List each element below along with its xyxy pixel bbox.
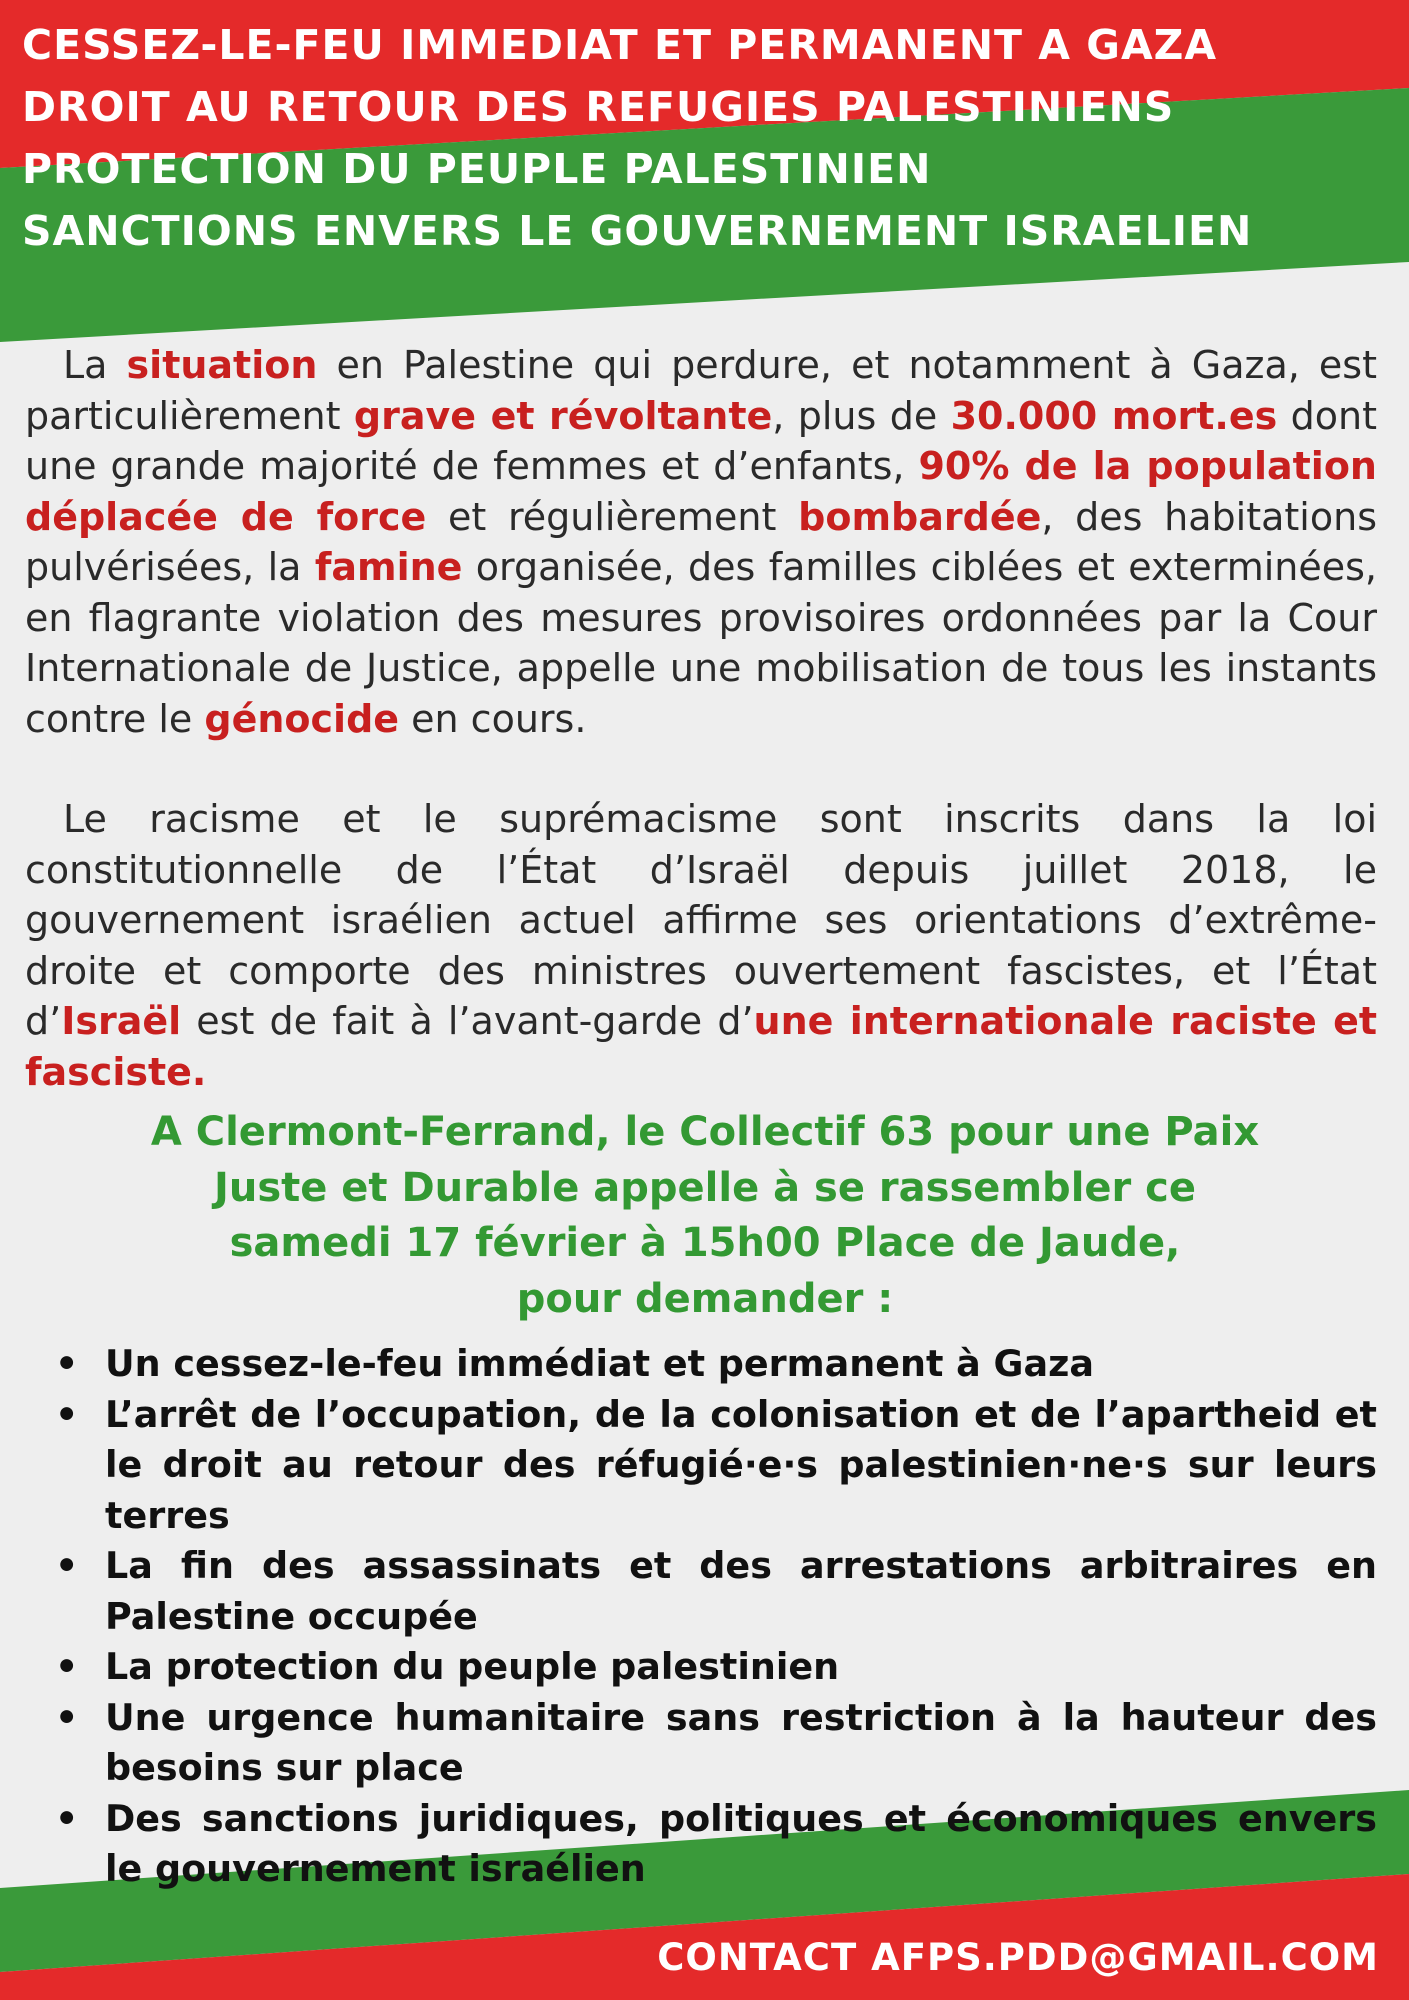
highlight: famine (314, 545, 463, 589)
highlight: 30.000 mort.es (950, 393, 1278, 438)
demand-item: • Une urgence humanitaire sans restriction à la hauteur des besoins sur place (25, 1693, 1377, 1794)
text: , des habitations pulvérisées, la (25, 494, 1378, 589)
demand-item: • Un cessez-le-feu immédiat et permanent à Gaza (25, 1339, 1377, 1390)
demand-item: • L’arrêt de l’occupation, de la colonisation et de l’apartheid et le droit au retour des réfugié·e·s palestinien·ne·s sur leurs terres (25, 1390, 1377, 1542)
rally-line: samedi 17 février à 15h00 Place de Jaude, (229, 1220, 1181, 1266)
header-line: SANCTIONS ENVERS LE GOUVERNEMENT ISRAELIEN (22, 207, 1253, 255)
header-slogans (22, 14, 1382, 262)
contact-email: CONTACT AFPS.PDD@GMAIL.COM (657, 1936, 1379, 1979)
highlight: grave et révoltante (353, 393, 773, 438)
demands-list (25, 1339, 1377, 1895)
racism-paragraph (25, 794, 1377, 1097)
highlight: 90% de la population déplacée de force (25, 444, 1377, 539)
header-line: CESSEZ-LE-FEU IMMEDIAT ET PERMANENT A GAZA (22, 21, 1218, 69)
highlight: génocide (204, 696, 400, 741)
highlight: bombardée (798, 494, 1042, 539)
header-line: DROIT AU RETOUR DES REFUGIES PALESTINIENS (22, 83, 1175, 131)
header-line: PROTECTION DU PEUPLE PALESTINIEN (22, 145, 932, 193)
text: en cours. (399, 696, 587, 741)
rally-announcement (60, 1105, 1350, 1327)
demand-item: • La fin des assassinats et des arrestations arbitraires en Palestine occupée (25, 1541, 1377, 1642)
text: , plus de (772, 393, 951, 438)
rally-line: A Clermont-Ferrand, le Collectif 63 pour une Paix (150, 1109, 1260, 1155)
highlight: Israël (61, 999, 182, 1043)
rally-line: Juste et Durable appelle à se rassembler ce (213, 1164, 1197, 1211)
text: et régulièrement (426, 494, 799, 539)
situation-paragraph (25, 340, 1377, 744)
demand-item: • La protection du peuple palestinien (25, 1642, 1377, 1693)
highlight: situation (126, 343, 318, 387)
text: La (63, 343, 127, 387)
text: organisée, des familles ciblées et exterminées, en flagrante violation des mesures provisoires ordonnées par la Cour Internationale de Justice, appelle une mobilisation de tous les instants contre le (25, 545, 1377, 741)
text: est de fait à l’avant-garde d’ (181, 999, 754, 1043)
highlight: une internationale raciste et fasciste. (25, 999, 1377, 1094)
demand-item: • Des sanctions juridiques, politiques et économiques envers le gouvernement israélien (25, 1794, 1377, 1895)
text: en Palestine qui perdure, et notamment à Gaza, est particulièrement (25, 343, 1377, 438)
text: Le racisme et le suprémacisme sont inscrits dans la loi constitutionnelle de l’État d’Israël depuis juillet 2018, le gouvernement israélien actuel affirme ses orientations d’extrême-droite et comporte des ministres ouvertement fascistes, et l’État d’ (25, 797, 1377, 1043)
rally-line: pour demander : (516, 1275, 894, 1322)
text: dont une grande majorité de femmes et d’enfants, (25, 393, 1377, 488)
